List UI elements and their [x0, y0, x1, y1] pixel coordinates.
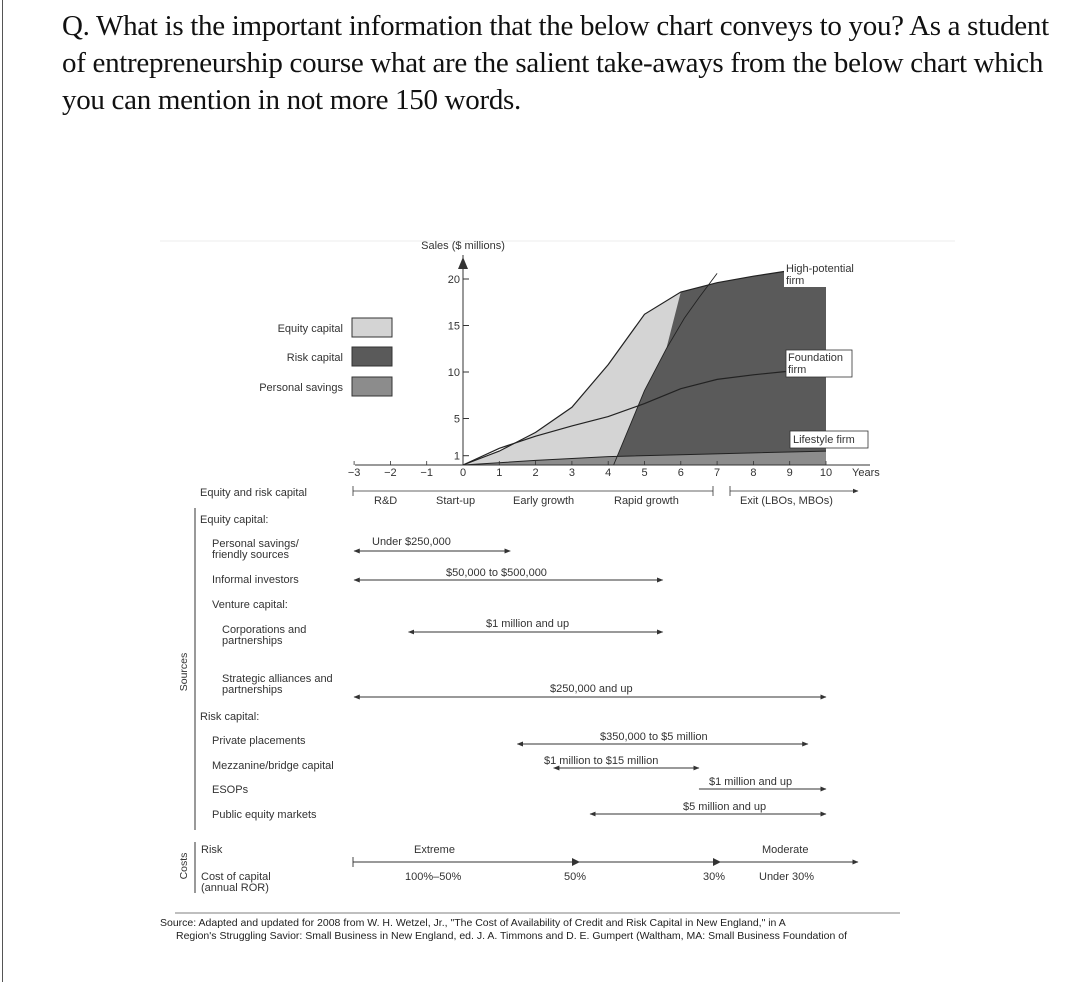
svg-text:Cost of capital(annual ROR): Cost of capital (annual ROR): [201, 871, 271, 894]
source-label-public: Public equity markets: [212, 809, 317, 821]
x-axis-unit: Years: [852, 467, 880, 479]
stage-startup: Start-up: [436, 495, 476, 507]
risk-label: Risk: [201, 844, 223, 856]
source-row-corporations: [222, 624, 306, 647]
risk-tick-30: [713, 858, 721, 866]
y-axis-arrow: [458, 257, 468, 269]
legend-label-risk: Risk capital: [286, 352, 343, 364]
source-note: [160, 917, 1060, 943]
range-corporations: $1 million and up: [486, 618, 570, 630]
y-tick-label: 15: [447, 320, 460, 333]
cost-label: [201, 871, 271, 894]
svg-text:Corporations andpartnerships: Corporations and partnerships: [222, 624, 307, 647]
stage-rnd: R&D: [374, 495, 398, 507]
legend-label-equity: Equity capital: [277, 323, 343, 335]
x-tick-label: 6: [677, 467, 684, 479]
area-layer: [463, 264, 826, 465]
risk-capital-header: Risk capital:: [200, 711, 260, 723]
stage-header: Equity and risk capital: [200, 487, 307, 499]
range-personal: Under $250,000: [372, 536, 451, 548]
y-tick-label: 1: [453, 450, 460, 463]
range-esops: $1 million and up: [709, 776, 793, 788]
legend-swatch-savings: [352, 377, 392, 396]
sources-side-label: Sources: [178, 652, 190, 692]
costs-side-label: Costs: [178, 852, 190, 880]
high-potential-label: High-potential firm: [786, 263, 854, 287]
source-label-mezzanine: Mezzanine/bridge capital: [212, 760, 334, 772]
svg-text:Personal savings/friendly sour: Personal savings/ friendly sources: [212, 538, 299, 561]
stage-early-growth: Early growth: [513, 495, 575, 507]
range-informal: $50,000 to $500,000: [446, 567, 547, 579]
lifestyle-label: Lifestyle firm: [793, 434, 855, 446]
stage-exit: Exit (LBOs, MBOs): [740, 495, 833, 507]
x-tick-label: 8: [750, 467, 757, 479]
risk-tick-50: [572, 858, 580, 866]
legend-swatch-equity: [352, 318, 392, 337]
source-row-strategic: [222, 673, 333, 696]
x-tick-label: 10: [819, 467, 833, 479]
legend-label-savings: Personal savings: [259, 382, 343, 394]
source-row-personal-savings: [212, 538, 300, 561]
x-tick-label: 3: [568, 467, 575, 479]
x-tick-label: 0: [459, 467, 467, 479]
source-note-line2: Region's Struggling Savior: Small Business in New England, ed. J. A. Timmons and D. E. Gumpert (Waltham, MA: Small Business Foundation of: [176, 930, 847, 942]
source-note-line1: Source: Adapted and updated for 2008 from W. H. Wetzel, Jr., "The Cost of Availability of Credit and Risk Capital in New England," in A: [160, 917, 786, 929]
risk-extreme: Extreme: [414, 844, 455, 856]
y-ticks: [448, 274, 469, 463]
cost-30: 30%: [703, 871, 726, 883]
range-private: $350,000 to $5 million: [600, 731, 708, 743]
x-tick-label: 9: [786, 467, 793, 479]
range-public: $5 million and up: [683, 801, 767, 813]
y-tick-label: 20: [447, 274, 460, 286]
range-mezzanine: $1 million to $15 million: [544, 755, 659, 767]
y-tick-label: 10: [447, 367, 460, 379]
x-tick-label: −3: [347, 467, 361, 479]
x-tick-label: 2: [532, 467, 539, 479]
x-tick-label: 5: [641, 467, 648, 479]
risk-moderate: Moderate: [762, 844, 809, 856]
source-label-informal: Informal investors: [212, 574, 299, 586]
source-label-esops: ESOPs: [212, 784, 249, 796]
cost-100-50: 100%–50%: [405, 871, 462, 883]
cost-under-30: Under 30%: [759, 871, 815, 883]
question-text: Q. What is the important information that the below chart conveys to you? As a student of entrepreneurship course what are the salient take-aways from the below chart which you can mention in not more 150 words.: [62, 10, 1049, 116]
x-tick-label: 7: [714, 467, 721, 479]
y-tick-label: 5: [453, 413, 460, 426]
source-label-private: Private placements: [212, 735, 306, 747]
foundation-label: Foundation firm: [788, 352, 844, 376]
legend: [259, 318, 392, 396]
x-tick-label: 1: [496, 467, 503, 479]
y-axis-title: Sales ($ millions): [421, 240, 505, 252]
x-tick-label: −1: [420, 467, 433, 479]
legend-swatch-risk: [352, 347, 392, 366]
x-tick-label: −2: [384, 467, 397, 479]
cost-50: 50%: [564, 871, 587, 883]
stage-rapid-growth: Rapid growth: [614, 495, 679, 507]
x-tick-label: 4: [605, 467, 612, 479]
range-strategic: $250,000 and up: [550, 683, 633, 695]
venture-capital-header: Venture capital:: [212, 599, 288, 611]
equity-capital-header: Equity capital:: [200, 514, 269, 526]
svg-text:Strategic alliances andpartner: Strategic alliances and partnerships: [222, 673, 333, 696]
stages: [200, 486, 858, 507]
